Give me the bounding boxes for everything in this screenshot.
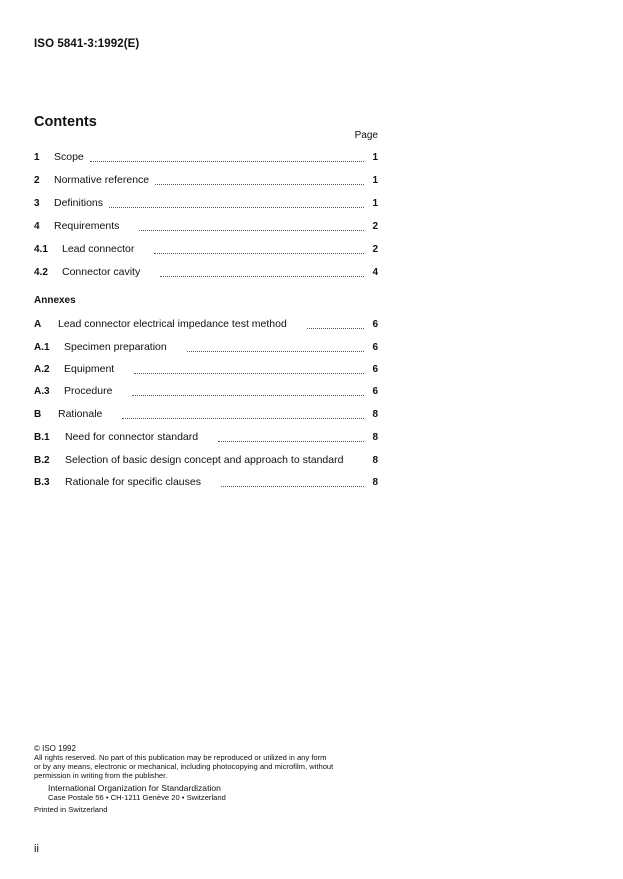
- annex-entry[interactable]: [34, 363, 378, 377]
- toc-entry-title: Requirements: [54, 220, 120, 232]
- toc-entry-title: Connector cavity: [62, 266, 141, 278]
- annex-entry-page: 6: [372, 386, 378, 397]
- toc-entry-page: 1: [372, 175, 378, 186]
- toc-entry[interactable]: [34, 266, 378, 280]
- annex-entry-page: 8: [372, 477, 378, 488]
- contents-title: Contents: [34, 114, 97, 130]
- toc-entry-page: 2: [372, 221, 378, 232]
- publisher-address: [34, 783, 380, 802]
- toc-entry-number: 4.2: [34, 267, 48, 278]
- annex-entry[interactable]: [34, 454, 378, 468]
- toc-leader-dots: [134, 372, 364, 374]
- annex-entry[interactable]: [34, 476, 378, 490]
- annex-entry-number: B.2: [34, 455, 50, 466]
- annex-entry-page: 6: [372, 319, 378, 330]
- annex-entry[interactable]: [34, 318, 378, 332]
- toc-leader-dots: [139, 229, 364, 231]
- annex-entry-page: 8: [372, 455, 378, 466]
- toc-entry[interactable]: [34, 197, 378, 211]
- toc-entry[interactable]: [34, 243, 378, 257]
- annex-entry-number: A: [34, 319, 42, 330]
- annex-entry-page: 6: [372, 364, 378, 375]
- annex-entry[interactable]: [34, 385, 378, 399]
- annex-entry-page: 8: [372, 432, 378, 443]
- toc-entry-title: Definitions: [54, 197, 104, 209]
- annex-entry-number: B.1: [34, 432, 50, 443]
- toc-leader-dots: [122, 417, 364, 419]
- annex-entry-number: A.1: [34, 342, 50, 353]
- annex-entry-number: A.3: [34, 386, 50, 397]
- toc-leader-dots: [307, 327, 364, 329]
- toc-entry-title: Normative reference: [54, 174, 150, 186]
- toc-entry-page: 2: [372, 244, 378, 255]
- toc-entry-page: 1: [372, 152, 378, 163]
- page-number: ii: [34, 843, 39, 855]
- annex-entry-page: 6: [372, 342, 378, 353]
- toc-leader-dots: [132, 394, 364, 396]
- annex-entry[interactable]: [34, 408, 378, 422]
- toc-entry[interactable]: [34, 220, 378, 234]
- annex-entry-title: Procedure: [64, 385, 113, 397]
- rights-statement-line: All rights reserved. No part of this publication may be reproduced or utilized in any form: [34, 753, 327, 762]
- toc-leader-dots: [218, 440, 364, 442]
- toc-entry-number: 3: [34, 198, 40, 209]
- rights-statement-line: or by any means, electronic or mechanical, including photocopying and microfilm, without: [34, 762, 334, 771]
- toc-leader-dots: [160, 275, 364, 277]
- annex-entry-number: B: [34, 409, 42, 420]
- annex-entry-number: B.3: [34, 477, 50, 488]
- toc-leader-dots: [155, 183, 364, 185]
- toc-entry-page: 1: [372, 198, 378, 209]
- toc-entry[interactable]: [34, 174, 378, 188]
- rights-statement-line: permission in writing from the publisher.: [34, 771, 168, 780]
- toc-leader-dots: [187, 350, 364, 352]
- annexes-heading: Annexes: [34, 295, 76, 306]
- annex-entry[interactable]: [34, 341, 378, 355]
- annex-entry-title: Specimen preparation: [64, 341, 167, 353]
- toc-entry-title: Scope: [54, 151, 84, 163]
- toc-entry-number: 1: [34, 152, 40, 163]
- copyright-block: [34, 744, 380, 814]
- toc-leader-dots: [109, 206, 364, 208]
- toc-leader-dots: [154, 252, 364, 254]
- annex-entry[interactable]: [34, 431, 378, 445]
- annex-entry-title: Need for connector standard: [65, 431, 199, 443]
- page-column-label: Page: [354, 130, 378, 141]
- organization-name: International Organization for Standardization: [48, 783, 221, 793]
- annex-entry-number: A.2: [34, 364, 50, 375]
- toc-entry-page: 4: [372, 267, 378, 278]
- annex-entry-title: Rationale for specific clauses: [65, 476, 201, 488]
- document-id: ISO 5841-3:1992(E): [34, 38, 140, 50]
- toc-entry[interactable]: [34, 151, 378, 165]
- toc-entry-number: 4.1: [34, 244, 48, 255]
- annex-entry-title: Selection of basic design concept and approach to standard: [65, 454, 344, 466]
- toc-leader-dots: [90, 160, 364, 162]
- postal-address: Case Postale 56 • CH-1211 Genève 20 • Switzerland: [48, 793, 226, 802]
- annex-entry-title: Equipment: [64, 363, 115, 375]
- toc-entry-number: 4: [34, 221, 40, 232]
- annex-entry-title: Lead connector electrical impedance test method: [58, 318, 287, 330]
- printed-in: Printed in Switzerland: [34, 805, 108, 814]
- copyright-notice: © ISO 1992: [34, 744, 76, 753]
- annex-entry-page: 8: [372, 409, 378, 420]
- toc-entry-title: Lead connector: [62, 243, 135, 255]
- toc-entry-number: 2: [34, 175, 40, 186]
- toc-leader-dots: [221, 485, 364, 487]
- annex-entry-title: Rationale: [58, 408, 103, 420]
